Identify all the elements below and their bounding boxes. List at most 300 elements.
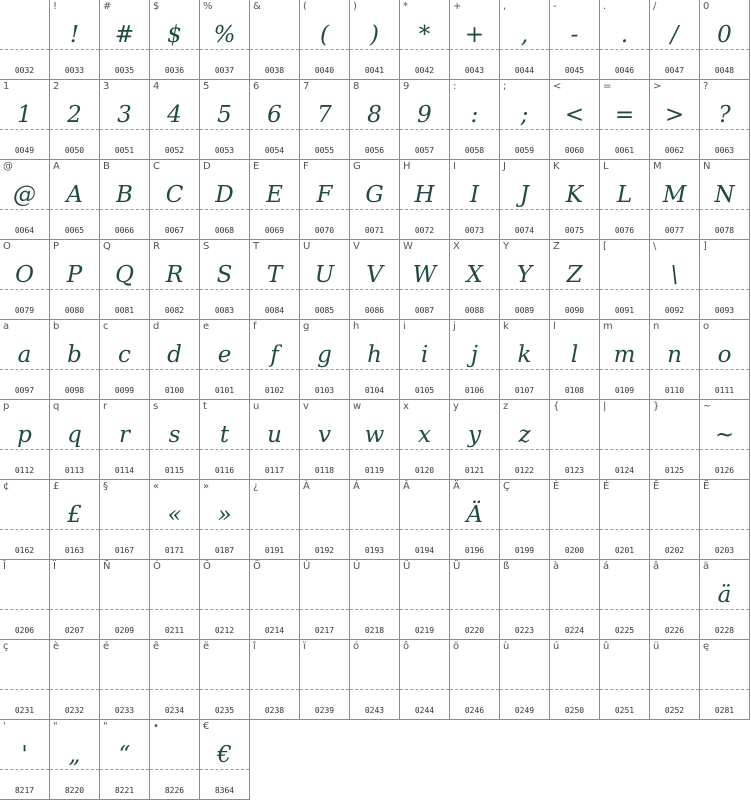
glyph-cell (350, 320, 400, 400)
font-glyph-sample: q (67, 422, 82, 448)
character-code: 0246 (464, 706, 485, 715)
glyph-cell (50, 720, 100, 800)
reference-character: ë (203, 641, 210, 652)
reference-character: T (253, 241, 260, 252)
font-glyph-sample: “ (118, 742, 131, 768)
reference-character: ü (653, 641, 660, 652)
reference-character: à (553, 561, 560, 572)
glyph-cell (200, 720, 250, 800)
font-glyph-sample: b (67, 342, 82, 368)
reference-character: Ä (453, 481, 460, 492)
character-code: 0244 (414, 706, 435, 715)
font-glyph-sample: : (470, 102, 479, 128)
character-code: 0125 (664, 466, 685, 475)
glyph-cell (150, 0, 200, 80)
glyph-cell (250, 640, 300, 720)
character-code: 0075 (564, 226, 585, 235)
reference-character: L (603, 161, 609, 172)
font-glyph-sample: 0 (717, 22, 732, 48)
font-glyph-sample: A (66, 182, 83, 208)
reference-character: ' (3, 721, 6, 732)
character-code: 0098 (64, 386, 85, 395)
reference-character: v (303, 401, 309, 412)
character-code: 0061 (614, 146, 635, 155)
reference-character: Ç (503, 481, 510, 492)
character-code: 0042 (414, 66, 435, 75)
font-glyph-sample: 5 (217, 102, 232, 128)
font-glyph-sample: r (119, 422, 130, 448)
glyph-cell (600, 560, 650, 640)
font-glyph-sample: t (219, 422, 230, 448)
character-code: 0084 (264, 306, 285, 315)
glyph-cell (450, 0, 500, 80)
character-code: 0219 (414, 626, 435, 635)
glyph-cell (50, 0, 100, 80)
glyph-cell (550, 320, 600, 400)
reference-character: c (103, 321, 109, 332)
reference-character: é (103, 641, 110, 652)
glyph-cell (50, 80, 100, 160)
glyph-cell (0, 0, 50, 80)
character-code: 0081 (114, 306, 135, 315)
reference-character: n (653, 321, 660, 332)
reference-character: a (3, 321, 10, 332)
reference-character: ú (553, 641, 560, 652)
font-glyph-sample: 7 (317, 102, 332, 128)
character-code: 0063 (714, 146, 735, 155)
glyph-cell (500, 80, 550, 160)
reference-character: z (503, 401, 509, 412)
reference-character: â (653, 561, 660, 572)
font-glyph-sample: » (217, 502, 232, 528)
glyph-cell (250, 80, 300, 160)
glyph-cell (0, 400, 50, 480)
glyph-cell (100, 320, 150, 400)
baseline-divider (400, 609, 449, 610)
character-code: 0123 (564, 466, 585, 475)
font-glyph-sample: < (564, 102, 585, 128)
character-code: 0250 (564, 706, 585, 715)
reference-character: l (553, 321, 556, 332)
character-code: 0062 (664, 146, 685, 155)
font-glyph-sample: m (613, 342, 636, 368)
baseline-divider (500, 609, 549, 610)
glyph-cell (450, 640, 500, 720)
reference-character: ; (503, 81, 507, 92)
reference-character: A (53, 161, 60, 172)
font-glyph-sample: I (469, 182, 480, 208)
character-code: 0056 (364, 146, 385, 155)
glyph-cell (350, 0, 400, 80)
character-code: 0110 (664, 386, 685, 395)
glyph-cell (400, 640, 450, 720)
font-glyph-sample: l (570, 342, 579, 368)
character-code: 0053 (214, 146, 235, 155)
reference-character: G (353, 161, 361, 172)
character-code: 0037 (214, 66, 235, 75)
reference-character: @ (3, 161, 13, 172)
reference-character: ~ (703, 401, 712, 412)
font-glyph-sample: ! (69, 22, 80, 48)
character-code: 0220 (464, 626, 485, 635)
character-code: 0200 (564, 546, 585, 555)
font-glyph-sample: ä (717, 582, 732, 608)
reference-character: 1 (3, 81, 10, 92)
reference-character: I (453, 161, 456, 172)
baseline-divider (650, 449, 699, 450)
baseline-divider (600, 689, 649, 690)
glyph-cell (550, 80, 600, 160)
glyph-cell (150, 240, 200, 320)
reference-character: î (253, 641, 256, 652)
font-glyph-sample: - (570, 22, 579, 48)
reference-character: N (703, 161, 711, 172)
reference-character: % (203, 1, 213, 12)
glyph-cell (150, 480, 200, 560)
font-glyph-sample: , (520, 22, 529, 48)
glyph-cell (400, 80, 450, 160)
character-code: 0106 (464, 386, 485, 395)
character-code: 0107 (514, 386, 535, 395)
baseline-divider (250, 529, 299, 530)
reference-character: É (603, 481, 610, 492)
font-glyph-sample: z (518, 422, 531, 448)
character-code: 0088 (464, 306, 485, 315)
font-glyph-sample: 4 (167, 102, 182, 128)
reference-character: ] (703, 241, 707, 252)
font-glyph-sample: k (517, 342, 532, 368)
reference-character: À (303, 481, 310, 492)
glyph-cell (0, 480, 50, 560)
font-glyph-sample: v (318, 422, 331, 448)
glyph-cell (700, 320, 750, 400)
font-glyph-sample: s (168, 422, 181, 448)
reference-character: e (203, 321, 210, 332)
character-code: 0231 (14, 706, 35, 715)
reference-character: \ (653, 241, 657, 252)
character-code: 0089 (514, 306, 535, 315)
reference-character: = (603, 81, 612, 92)
glyph-cell (700, 240, 750, 320)
baseline-divider (450, 689, 499, 690)
character-code: 0104 (364, 386, 385, 395)
glyph-cell (550, 0, 600, 80)
character-code: 0212 (214, 626, 235, 635)
font-glyph-sample: a (17, 342, 32, 368)
baseline-divider (100, 609, 149, 610)
character-code: 0201 (614, 546, 635, 555)
reference-character: ï (303, 641, 306, 652)
glyph-cell (250, 560, 300, 640)
font-glyph-sample: h (367, 342, 382, 368)
glyph-cell (500, 640, 550, 720)
font-glyph-sample: B (116, 182, 133, 208)
font-glyph-sample: > (664, 102, 685, 128)
character-code: 0223 (514, 626, 535, 635)
glyph-cell (0, 240, 50, 320)
reference-character: £ (53, 481, 60, 492)
baseline-divider (150, 769, 199, 770)
character-code: 0085 (314, 306, 335, 315)
glyph-cell (450, 320, 500, 400)
glyph-cell (400, 240, 450, 320)
font-glyph-sample: n (667, 342, 682, 368)
baseline-divider (350, 689, 399, 690)
baseline-divider (150, 609, 199, 610)
glyph-cell (50, 160, 100, 240)
reference-character: k (503, 321, 509, 332)
font-glyph-sample: # (114, 22, 135, 48)
font-glyph-sample: € (217, 742, 232, 768)
glyph-cell (400, 0, 450, 80)
reference-character: p (3, 401, 10, 412)
character-code: 0196 (464, 546, 485, 555)
glyph-cell (350, 480, 400, 560)
character-code: 0040 (314, 66, 335, 75)
character-code: 0065 (64, 226, 85, 235)
glyph-cell (700, 400, 750, 480)
reference-character: U (303, 241, 311, 252)
reference-character: J (503, 161, 506, 172)
glyph-cell (0, 560, 50, 640)
character-code: 8221 (114, 786, 135, 795)
baseline-divider (650, 689, 699, 690)
glyph-cell (550, 240, 600, 320)
reference-character: O (3, 241, 11, 252)
character-code: 0202 (664, 546, 685, 555)
font-glyph-sample: w (364, 422, 385, 448)
glyph-cell (250, 480, 300, 560)
font-glyph-sample: . (620, 22, 629, 48)
glyph-cell (200, 400, 250, 480)
character-code: 0086 (364, 306, 385, 315)
character-code: 0038 (264, 66, 285, 75)
font-glyph-sample: ' (21, 742, 28, 768)
character-code: 0105 (414, 386, 435, 395)
baseline-divider (100, 529, 149, 530)
reference-character: « (153, 481, 160, 492)
font-glyph-sample: 6 (267, 102, 282, 128)
glyph-cell (350, 400, 400, 480)
character-code: 0092 (664, 306, 685, 315)
glyph-cell (350, 560, 400, 640)
font-glyph-sample: ? (718, 102, 731, 128)
font-glyph-sample: e (217, 342, 232, 368)
reference-character: - (553, 1, 557, 12)
reference-character: P (53, 241, 60, 252)
baseline-divider (600, 529, 649, 530)
reference-character: Ù (303, 561, 311, 572)
glyph-cell (650, 640, 700, 720)
character-code: 0082 (164, 306, 185, 315)
glyph-cell (650, 320, 700, 400)
baseline-divider (650, 609, 699, 610)
reference-character: M (653, 161, 662, 172)
baseline-divider (350, 529, 399, 530)
character-code: 0109 (614, 386, 635, 395)
reference-character: R (153, 241, 160, 252)
reference-character: 9 (403, 81, 410, 92)
character-code: 0171 (164, 546, 185, 555)
character-code: 0102 (264, 386, 285, 395)
glyph-cell (300, 320, 350, 400)
reference-character: 0 (703, 1, 710, 12)
glyph-cell (500, 480, 550, 560)
character-code: 0120 (414, 466, 435, 475)
reference-character: m (603, 321, 613, 332)
glyph-cell (550, 640, 600, 720)
glyph-cell (650, 560, 700, 640)
character-code: 0060 (564, 146, 585, 155)
glyph-cell (150, 720, 200, 800)
reference-character: ó (353, 641, 360, 652)
font-glyph-sample: E (266, 182, 283, 208)
glyph-cell (200, 240, 250, 320)
font-glyph-sample: @ (13, 182, 36, 208)
reference-character: t (203, 401, 207, 412)
reference-character: û (603, 641, 610, 652)
font-glyph-sample: D (215, 182, 234, 208)
font-glyph-sample: H (414, 182, 435, 208)
character-code: 0194 (414, 546, 435, 555)
font-glyph-sample: i (420, 342, 429, 368)
baseline-divider (300, 689, 349, 690)
glyph-cell (100, 240, 150, 320)
glyph-cell (550, 480, 600, 560)
reference-character: ¿ (253, 481, 259, 492)
glyph-cell (650, 240, 700, 320)
glyph-cell (200, 160, 250, 240)
reference-character: : (453, 81, 457, 92)
glyph-cell (150, 640, 200, 720)
font-glyph-sample: G (365, 182, 384, 208)
font-glyph-sample: Ä (466, 502, 483, 528)
reference-character: w (353, 401, 362, 412)
character-code: 0187 (214, 546, 235, 555)
glyph-cell (350, 160, 400, 240)
character-code: 0206 (14, 626, 35, 635)
glyph-cell (100, 560, 150, 640)
character-code: 0033 (64, 66, 85, 75)
glyph-cell (150, 400, 200, 480)
font-glyph-sample: W (412, 262, 437, 288)
baseline-divider (550, 529, 599, 530)
reference-character: E (253, 161, 260, 172)
font-glyph-sample: N (714, 182, 735, 208)
character-code: 0214 (264, 626, 285, 635)
reference-character: K (553, 161, 560, 172)
reference-character: Ê (653, 481, 660, 492)
font-glyph-sample: „ (68, 742, 81, 768)
character-code: 0071 (364, 226, 385, 235)
reference-character: ö (453, 641, 460, 652)
baseline-divider (400, 689, 449, 690)
glyph-cell (400, 400, 450, 480)
character-code: 0225 (614, 626, 635, 635)
reference-character: Á (353, 481, 360, 492)
character-code: 0100 (164, 386, 185, 395)
character-code: 0054 (264, 146, 285, 155)
character-code: 0046 (614, 66, 635, 75)
character-code: 8217 (14, 786, 35, 795)
font-glyph-sample: « (167, 502, 182, 528)
reference-character: & (253, 1, 261, 12)
glyph-cell (450, 160, 500, 240)
reference-character: } (653, 401, 660, 412)
font-glyph-sample: g (317, 342, 332, 368)
reference-character: W (403, 241, 413, 252)
glyph-cell (500, 160, 550, 240)
character-code: 0051 (114, 146, 135, 155)
character-code: 0193 (364, 546, 385, 555)
font-glyph-sample: * (418, 22, 431, 48)
reference-character: ß (503, 561, 510, 572)
reference-character: Û (403, 561, 411, 572)
glyph-cell (300, 560, 350, 640)
glyph-cell (100, 640, 150, 720)
baseline-divider (650, 529, 699, 530)
glyph-cell (600, 80, 650, 160)
reference-character: q (53, 401, 60, 412)
character-code: 8226 (164, 786, 185, 795)
font-glyph-sample: $ (167, 22, 182, 48)
glyph-cell (100, 160, 150, 240)
reference-character: C (153, 161, 160, 172)
glyph-cell (150, 560, 200, 640)
reference-character: Z (553, 241, 560, 252)
baseline-divider (550, 609, 599, 610)
character-code: 0192 (314, 546, 335, 555)
baseline-divider (200, 609, 249, 610)
glyph-cell (150, 160, 200, 240)
font-glyph-sample: o (717, 342, 732, 368)
reference-character: ) (353, 1, 357, 12)
reference-character: 4 (153, 81, 160, 92)
reference-character: H (403, 161, 411, 172)
character-code: 0076 (614, 226, 635, 235)
font-glyph-sample: F (316, 182, 333, 208)
glyph-cell (50, 640, 100, 720)
reference-character: 7 (303, 81, 310, 92)
reference-character: Y (503, 241, 510, 252)
baseline-divider (700, 689, 749, 690)
baseline-divider (700, 529, 749, 530)
font-glyph-sample: ) (370, 22, 379, 48)
baseline-divider (250, 609, 299, 610)
reference-character: + (453, 1, 462, 12)
character-code: 0068 (214, 226, 235, 235)
glyph-cell (0, 640, 50, 720)
reference-character: ê (153, 641, 160, 652)
reference-character: " (53, 721, 58, 732)
character-code: 0066 (114, 226, 135, 235)
character-code: 0097 (14, 386, 35, 395)
glyph-cell (450, 560, 500, 640)
character-code: 0049 (14, 146, 35, 155)
baseline-divider (550, 449, 599, 450)
glyph-cell (250, 400, 300, 480)
character-code: 0043 (464, 66, 485, 75)
reference-character: i (403, 321, 406, 332)
reference-character: / (653, 1, 657, 12)
reference-character: Â (403, 481, 410, 492)
glyph-cell (50, 400, 100, 480)
font-glyph-sample: + (464, 22, 485, 48)
reference-character: f (253, 321, 257, 332)
glyph-cell (700, 480, 750, 560)
character-code: 0121 (464, 466, 485, 475)
character-code: 0235 (214, 706, 235, 715)
